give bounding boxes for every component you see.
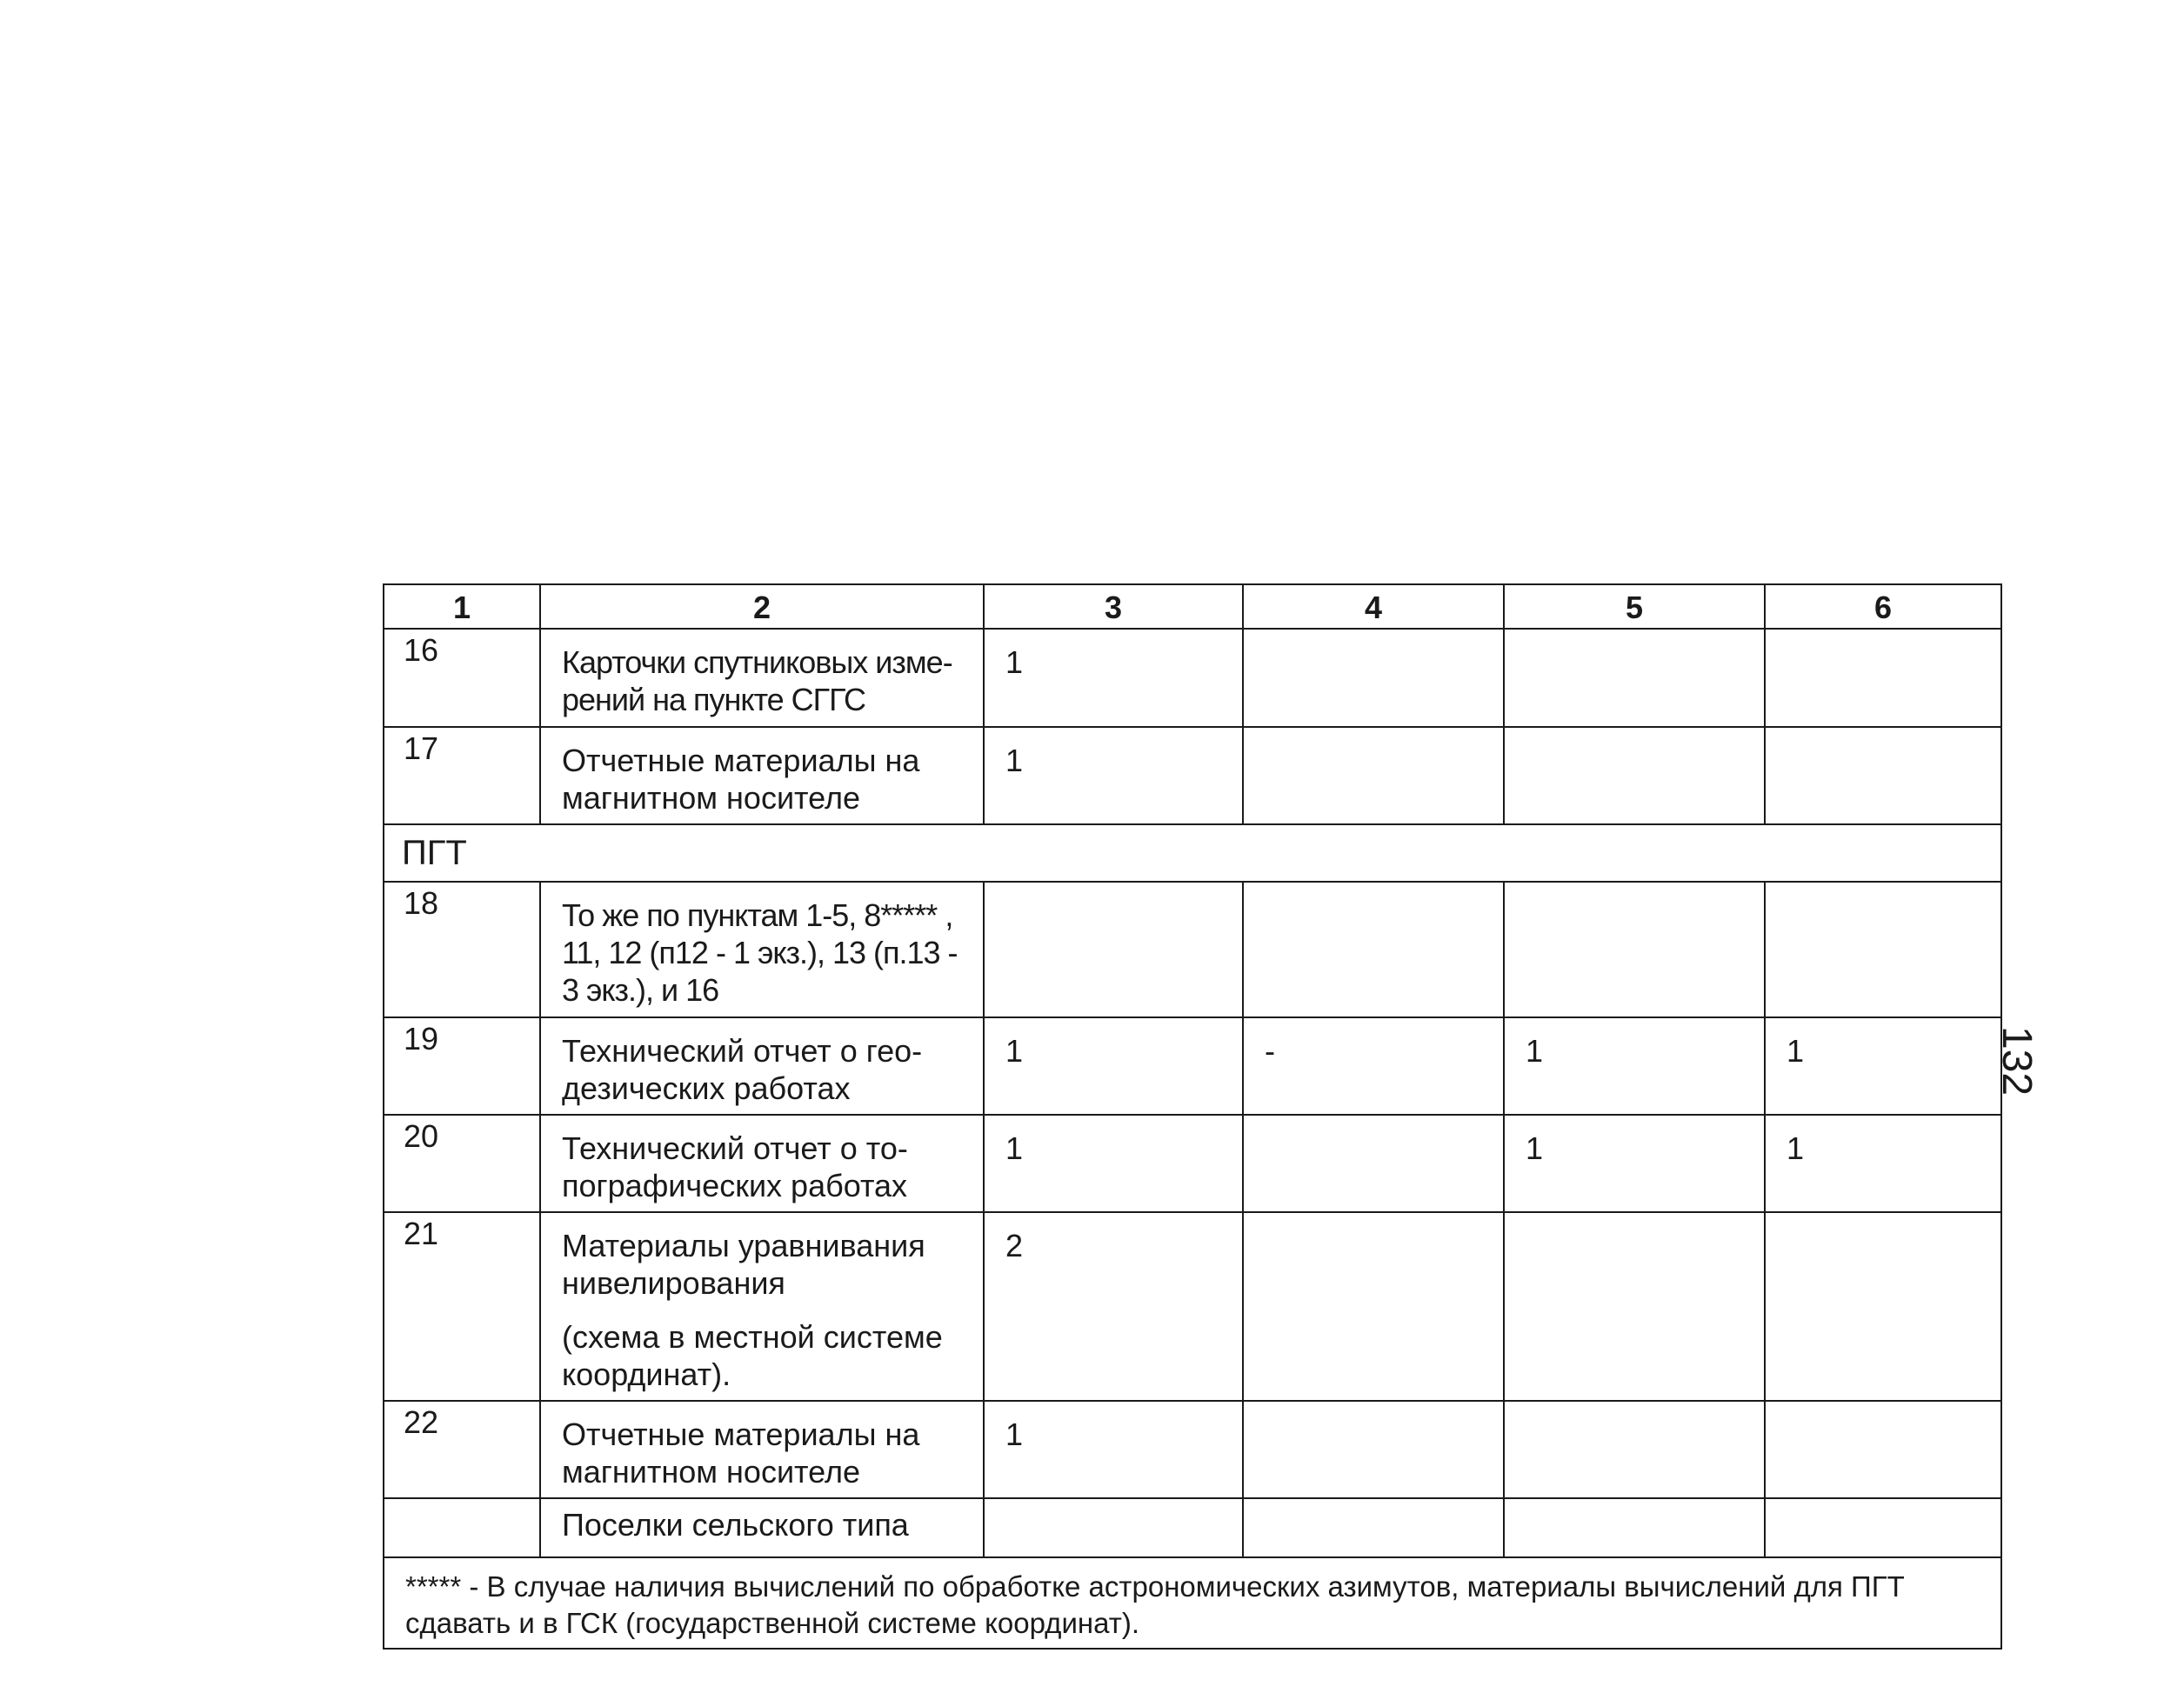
cell-col-6: 1 (1765, 1115, 2001, 1212)
row-number: 17 (384, 727, 540, 824)
cell-col-4 (1243, 1212, 1504, 1401)
cell-col-4 (1243, 727, 1504, 824)
row-description-note: (схема в местной системе координат). (562, 1318, 943, 1392)
row-number: 20 (384, 1115, 540, 1212)
footnote-row (384, 1557, 2001, 1649)
cell-col-6 (1765, 629, 2001, 726)
row-description-cell (540, 1212, 984, 1401)
cell-col-5: 1 (1504, 1017, 1765, 1115)
cell-col-6 (1765, 1401, 2001, 1498)
row-description: Отчетные материалы на магнитном носителе (540, 727, 984, 824)
cell-col-4 (1243, 882, 1504, 1017)
row-description: Отчетные материалы на магнитном носителе (540, 1401, 984, 1498)
footnote-text: ***** - В случае наличия вычислений по обработке астрономических азимутов, материалы вычислений для ПГТ сдавать и в ГСК (государственной системе координат). (384, 1557, 2001, 1649)
header-col-5: 5 (1504, 584, 1765, 629)
documents-table (383, 583, 2002, 1650)
row-number: 21 (384, 1212, 540, 1401)
table-row (384, 1212, 2001, 1401)
cell-col-5 (1504, 1212, 1765, 1401)
cell-col-6 (1765, 727, 2001, 824)
cell-col-3: 1 (984, 1401, 1243, 1498)
row-description: Технический отчет о гео-дезических работах (540, 1017, 984, 1115)
row-description: Карточки спутниковых изме-рений на пункте СГГС (540, 629, 984, 726)
header-col-3: 3 (984, 584, 1243, 629)
page-number: 132 (1994, 1026, 2040, 1096)
cell-col-4 (1243, 1401, 1504, 1498)
cell-col-5 (1504, 629, 1765, 726)
row-number: 16 (384, 629, 540, 726)
cell-col-3 (984, 1498, 1243, 1557)
table-row (384, 1498, 2001, 1557)
table-row (384, 727, 2001, 824)
cell-col-3: 1 (984, 727, 1243, 824)
row-description: Технический отчет о то-пографических работах (540, 1115, 984, 1212)
cell-col-3 (984, 882, 1243, 1017)
cell-col-5 (1504, 1401, 1765, 1498)
table-row (384, 882, 2001, 1017)
cell-col-4 (1243, 1115, 1504, 1212)
cell-col-4: - (1243, 1017, 1504, 1115)
row-number: 22 (384, 1401, 540, 1498)
cell-col-3: 1 (984, 1017, 1243, 1115)
header-col-6: 6 (1765, 584, 2001, 629)
header-col-1: 1 (384, 584, 540, 629)
cell-col-6 (1765, 1498, 2001, 1557)
cell-col-5 (1504, 882, 1765, 1017)
cell-col-6 (1765, 1212, 2001, 1401)
cell-col-6 (1765, 882, 2001, 1017)
cell-col-4 (1243, 629, 1504, 726)
row-number: 18 (384, 882, 540, 1017)
cell-col-4 (1243, 1498, 1504, 1557)
table-row (384, 629, 2001, 726)
header-col-2: 2 (540, 584, 984, 629)
row-number: 19 (384, 1017, 540, 1115)
row-description: Материалы уравнивания нивелирования (562, 1228, 925, 1302)
table-row (384, 1017, 2001, 1115)
cell-col-3: 1 (984, 629, 1243, 726)
header-col-4: 4 (1243, 584, 1504, 629)
cell-col-3: 1 (984, 1115, 1243, 1212)
row-description: То же по пунктам 1-5, 8***** , 11, 12 (п12 - 1 экз.), 13 (п.13 - 3 экз.), и 16 (540, 882, 984, 1017)
cell-col-5 (1504, 727, 1765, 824)
cell-col-5: 1 (1504, 1115, 1765, 1212)
section-row (384, 824, 2001, 882)
cell-col-6: 1 (1765, 1017, 2001, 1115)
table-header-row (384, 584, 2001, 629)
table-row (384, 1401, 2001, 1498)
row-description: Поселки сельского типа (540, 1498, 984, 1557)
cell-col-3: 2 (984, 1212, 1243, 1401)
row-number (384, 1498, 540, 1557)
table-row (384, 1115, 2001, 1212)
section-title-pgt: ПГТ (384, 824, 2001, 882)
cell-col-5 (1504, 1498, 1765, 1557)
